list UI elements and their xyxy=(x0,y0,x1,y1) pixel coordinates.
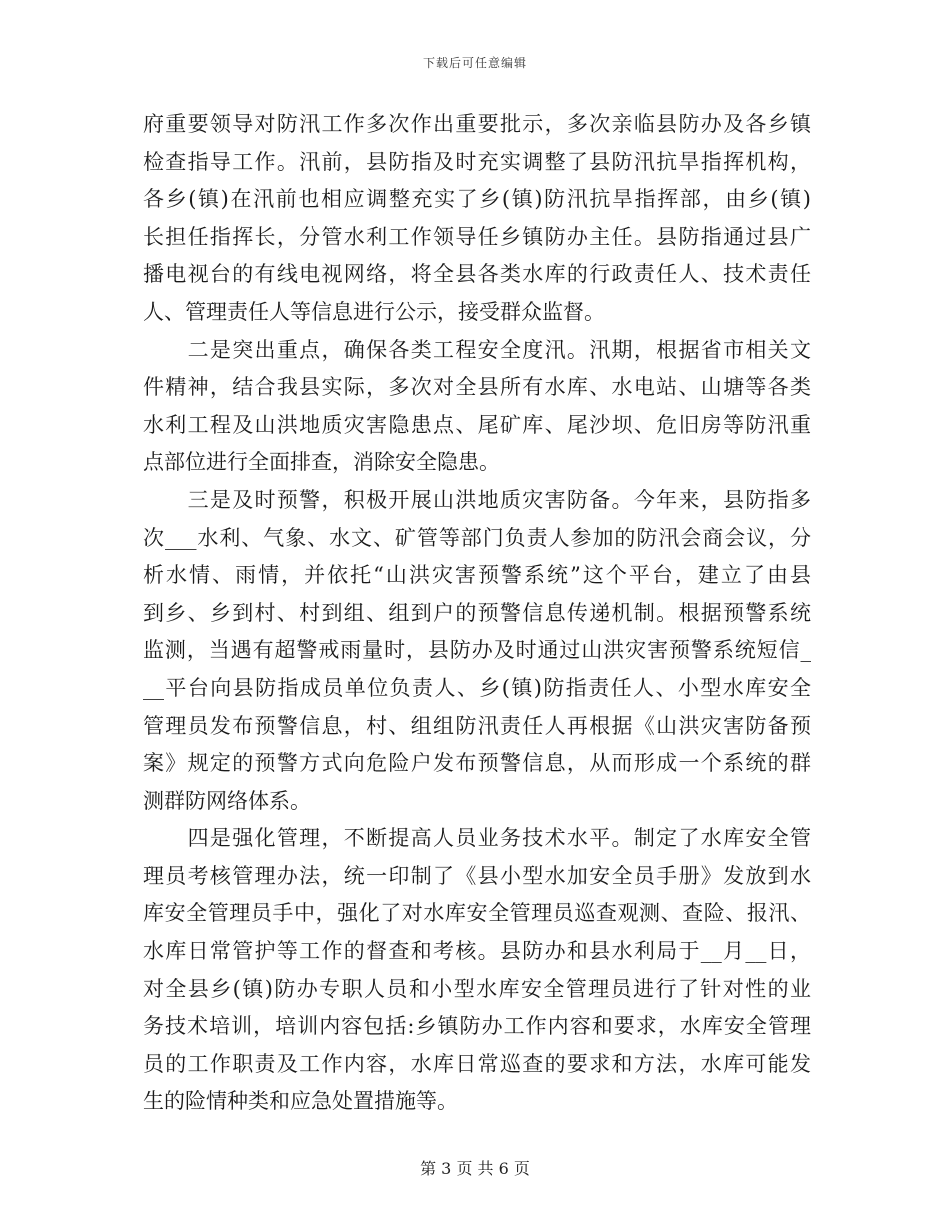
text-line: 长担任指挥长，分管水利工作领导任乡镇防办主任。县防指通过县广 xyxy=(143,224,811,249)
text-line: 员的工作职责及工作内容，水库日常巡查的要求和方法，水库可能发 xyxy=(143,1051,811,1076)
document-body xyxy=(143,106,811,1121)
text-line: 到乡、乡到村、村到组、组到户的预警信息传递机制。根据预警系统 xyxy=(143,600,811,625)
text-line: 库安全管理员手中，强化了对水库安全管理员巡查观测、查险、报汛、 xyxy=(143,901,811,926)
text-line: 三是及时预警，积极开展山洪地质灾害防备。今年来，县防指多 xyxy=(143,487,811,512)
text-line: 测群防网络体系。 xyxy=(143,788,311,813)
text-line: 理员考核管理办法，统一印制了《县小型水加安全员手册》发放到水 xyxy=(143,863,811,888)
text-line: 务技术培训，培训内容包括:乡镇防办工作内容和要求，水库安全管理 xyxy=(143,1014,811,1039)
text-line: 水利工程及山洪地质灾害隐患点、尾矿库、尾沙坝、危旧房等防汛重 xyxy=(143,412,811,437)
text-line: 案》规定的预警方式向危险户发布预警信息，从而形成一个系统的群 xyxy=(143,751,811,776)
text-line: 次___水利、气象、水文、矿管等部门负责人参加的防汛会商会议，分 xyxy=(143,525,811,550)
text-line: 二是突出重点，确保各类工程安全度汛。汛期，根据省市相关文 xyxy=(143,337,811,362)
text-line: 对全县乡(镇)防办专职人员和小型水库安全管理员进行了针对性的业 xyxy=(143,976,811,1001)
text-line: __平台向县防指成员单位负责人、乡(镇)防指责任人、小型水库安全 xyxy=(143,675,811,700)
text-line: 监测，当遇有超警戒雨量时，县防办及时通过山洪灾害预警系统短信_ xyxy=(143,638,811,663)
page-header: 下载后可任意编辑 xyxy=(422,56,527,70)
text-line: 析水情、雨情，并依托“山洪灾害预警系统”这个平台，建立了由县 xyxy=(143,563,811,588)
text-line: 播电视台的有线电视网络，将全县各类水库的行政责任人、技术责任 xyxy=(143,262,811,287)
text-line: 生的险情种类和应急处置措施等。 xyxy=(143,1089,458,1114)
text-line: 人、管理责任人等信息进行公示，接受群众监督。 xyxy=(143,299,605,324)
text-line: 各乡(镇)在汛前也相应调整充实了乡(镇)防汛抗旱指挥部，由乡(镇) xyxy=(143,187,811,212)
text-line: 检查指导工作。汛前，县防指及时充实调整了县防汛抗旱指挥机构， xyxy=(143,149,811,174)
text-line: 四是强化管理，不断提高人员业务技术水平。制定了水库安全管 xyxy=(143,826,811,851)
text-line: 水库日常管护等工作的督查和考核。县防办和县水利局于__月__日， xyxy=(143,939,811,964)
text-line: 府重要领导对防汛工作多次作出重要批示，多次亲临县防办及各乡镇 xyxy=(143,112,811,136)
page-number: 第 3 页 共 6 页 xyxy=(420,1159,530,1178)
text-line: 管理员发布预警信息，村、组组防汛责任人再根据《山洪灾害防备预 xyxy=(143,713,811,738)
text-line: 件精神，结合我县实际，多次对全县所有水库、水电站、山塘等各类 xyxy=(143,375,811,400)
text-line: 点部位进行全面排查，消除安全隐患。 xyxy=(143,450,500,475)
